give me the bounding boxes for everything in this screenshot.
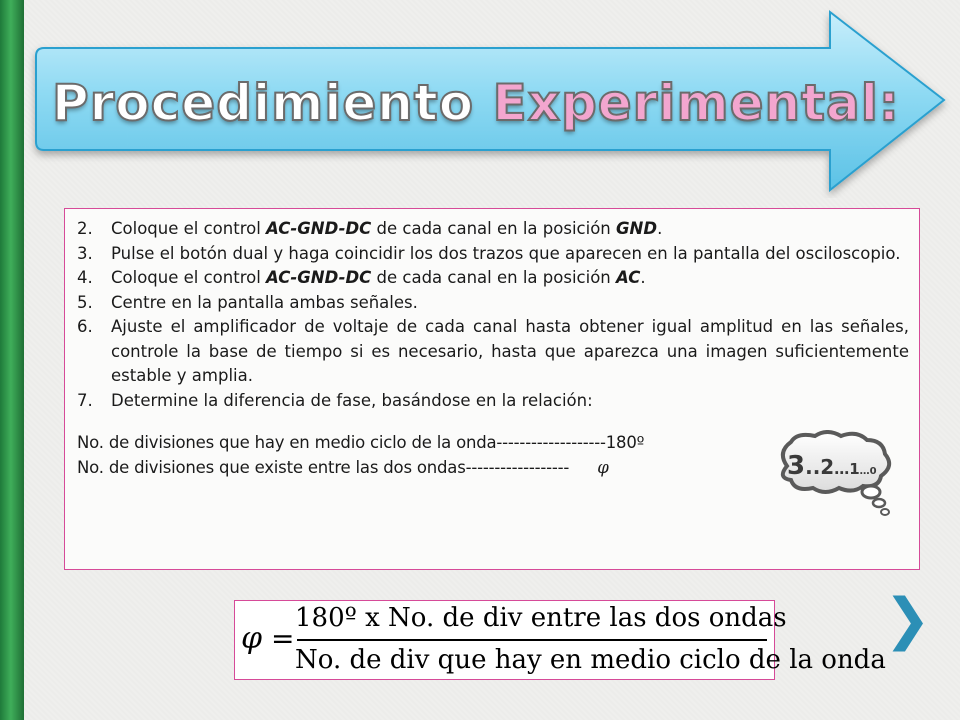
- formula-equals: =: [271, 622, 295, 655]
- formula-phi: φ: [241, 621, 263, 656]
- phase-formula-box: [234, 600, 886, 680]
- title-word-procedimiento: Procedimiento: [52, 74, 475, 132]
- step-text: .: [640, 268, 646, 287]
- step-text: de cada canal en la posición: [371, 268, 616, 287]
- title-word-experimental: Experimental:: [492, 74, 900, 132]
- keyword-ac-gnd-dc: AC-GND-DC: [266, 219, 372, 238]
- step-5: [77, 291, 909, 316]
- step-number: 4.: [77, 268, 93, 287]
- countdown-dots: ..: [805, 455, 821, 479]
- step-text: Coloque el control: [111, 219, 267, 238]
- step-text: Ajuste el amplificador de voltaje de cada canal hasta obtener igual amplitud en las señales, controle la base de tiempo si es necesario, hasta que aparezca una imagen suficientemente estable y amplia.: [111, 317, 909, 385]
- left-accent-bar: [0, 0, 24, 720]
- step-number: 5.: [77, 292, 93, 312]
- relation-text: No. de divisiones que existe entre las dos ondas------------------: [77, 457, 570, 477]
- countdown-dots: …: [859, 466, 870, 477]
- step-2: [77, 217, 909, 242]
- step-7: [77, 389, 909, 414]
- keyword-ac-gnd-dc: AC-GND-DC: [266, 268, 372, 287]
- formula-numerator: 180º x No. de div entre las dos ondas: [295, 603, 787, 633]
- step-number: 3.: [77, 243, 93, 263]
- step-number: 2.: [77, 219, 93, 238]
- countdown-dots: …: [834, 460, 850, 478]
- keyword-gnd: GND: [616, 219, 658, 238]
- step-number: 6.: [77, 317, 93, 336]
- step-6: [77, 315, 909, 389]
- step-text: Centre en la pantalla ambas señales.: [111, 292, 418, 312]
- step-text: Pulse el botón dual y haga coincidir los dos trazos que aparecen en la pantalla del osciloscopio.: [111, 243, 901, 263]
- phi-symbol: φ: [597, 457, 609, 477]
- step-number: 7.: [77, 390, 93, 410]
- fraction-bar: [297, 639, 767, 641]
- countdown-text: [787, 451, 877, 481]
- countdown-1: 1: [849, 460, 860, 478]
- countdown-2: 2: [820, 455, 835, 479]
- keyword-ac: AC: [616, 268, 641, 287]
- step-4: [77, 266, 909, 291]
- next-slide-chevron-icon[interactable]: ❯: [884, 587, 931, 652]
- step-text: .: [657, 219, 663, 238]
- relation-line-half-cycle: No. de divisiones que hay en medio ciclo de la onda-------------------180º: [77, 433, 645, 452]
- step-3: [77, 242, 909, 267]
- countdown-0: 0: [869, 466, 877, 477]
- step-text: de cada canal en la posición: [371, 219, 616, 238]
- step-text: Determine la diferencia de fase, basándose en la relación:: [111, 390, 593, 410]
- step-text: Coloque el control: [111, 268, 267, 287]
- procedure-steps: [77, 217, 909, 413]
- formula-denominator: No. de div que hay en medio ciclo de la onda: [295, 645, 886, 675]
- countdown-3: 3: [787, 451, 806, 481]
- page-title: [52, 74, 900, 132]
